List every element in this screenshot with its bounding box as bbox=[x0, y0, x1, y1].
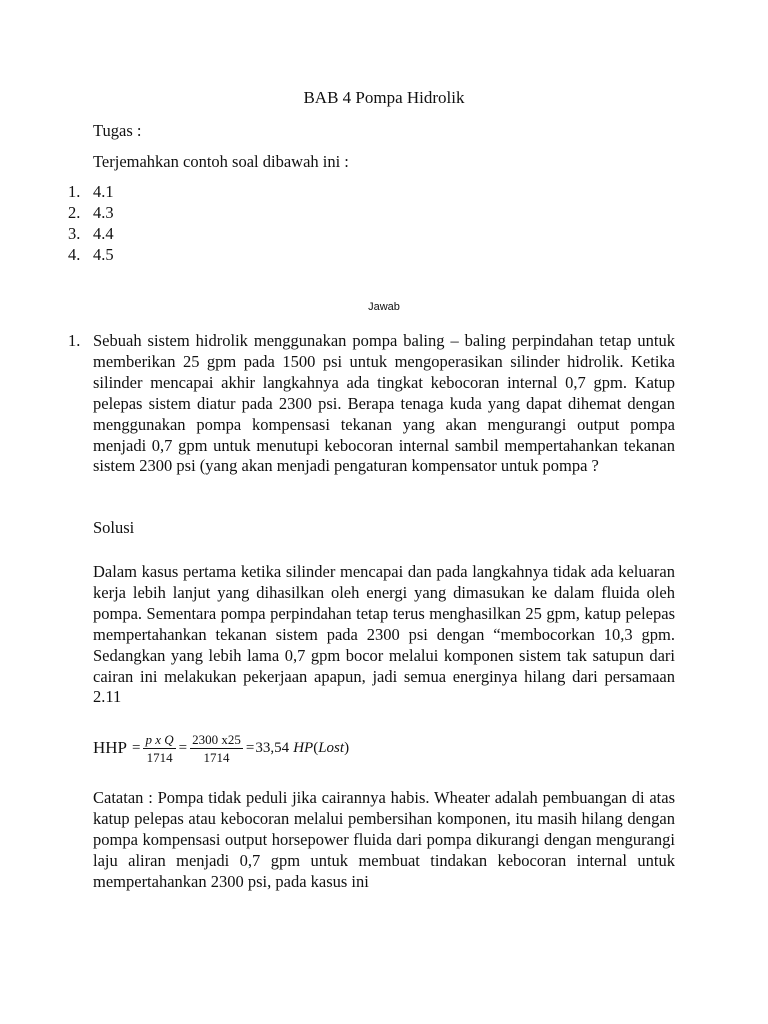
formula-result: 33,54 bbox=[255, 739, 290, 756]
list-item-number: 3. bbox=[68, 224, 81, 243]
solution-paragraph: Dalam kasus pertama ketika silinder mencapai dan pada langkahnya tidak ada keluaran kerja lebih lanjut yang dihasilkan oleh energi yang dimasukan ke dalam fluida oleh pompa. Sementara pompa perpindahan tetap terus menghasilkan 25 gpm, katup pelepas mempertahankan tekanan sistem pada 2300 psi dengan “membocorkan 10,3 gpm. Sedangkan yang lebih lama 0,7 gpm bocor melalui komponen sistem tak satupun dari cairan ini melakukan pekerjaan apapun, jadi semua energinya hilang dari persamaan 2.11 bbox=[93, 562, 675, 707]
fraction-numerator: 2300 x25 bbox=[192, 731, 241, 747]
formula-paren-close: ) bbox=[344, 739, 350, 756]
list-item-number: 2. bbox=[68, 203, 81, 222]
formula-unit-qualifier: Lost bbox=[318, 739, 345, 756]
list-item bbox=[68, 244, 114, 265]
formula-paren-open: ( bbox=[313, 739, 319, 756]
task-list bbox=[68, 181, 114, 265]
formula-unit: HP bbox=[293, 739, 314, 756]
solution-heading: Solusi bbox=[93, 518, 135, 537]
formula-lhs: HHP bbox=[93, 738, 128, 757]
fraction-denominator: 1714 bbox=[146, 749, 173, 765]
fraction-numerator: p x Q bbox=[145, 731, 174, 747]
tugas-label: Tugas : bbox=[93, 121, 142, 140]
formula-fraction bbox=[143, 732, 175, 765]
formula-equals: = bbox=[178, 739, 188, 756]
instruction-text: Terjemahkan contoh soal dibawah ini : bbox=[93, 152, 349, 171]
list-item bbox=[68, 202, 114, 223]
formula-equals: = bbox=[132, 739, 141, 756]
answer-heading: Jawab bbox=[368, 301, 400, 313]
list-item bbox=[68, 181, 114, 202]
note-paragraph: Catatan : Pompa tidak peduli jika cairannya habis. Wheater adalah pembuangan di atas katup pelepas atau kebocoran melalui pembersihan komponen, itu masih hilang dengan pompa kompensasi output horsepower fluida dari pompa dikurangi dengan mengurangi laju aliran menjadi 0,7 gpm untuk membuat tindakan kebocoran internal untuk mempertahankan 2300 psi, pada kasus ini bbox=[93, 788, 675, 891]
document-title: BAB 4 Pompa Hidrolik bbox=[303, 88, 465, 107]
list-item-value: 4.5 bbox=[93, 245, 114, 264]
question-text: Sebuah sistem hidrolik menggunakan pompa baling – baling perpindahan tetap untuk memberikan 25 gpm pada 1500 psi untuk mengoperasikan silinder hidrolik. Ketika silinder mencapai akhir langkahnya ada tingkat kebocoran internal 0,7 gpm. Katup pelepas sistem diatur pada 2300 psi. Berapa tenaga kuda yang dapat dihemat dengan menggunakan pompa kompensasi tekanan yang akan mengurangi output pompa menjadi 0,7 gpm untuk menutupi kebocoran internal sambil mempertahankan tekanan sistem 2300 psi (yang akan menjadi pengaturan kompensator untuk pompa ? bbox=[93, 331, 675, 476]
list-item bbox=[68, 223, 114, 244]
formula-fraction bbox=[190, 732, 243, 765]
list-item-value: 4.4 bbox=[93, 224, 114, 243]
question-number: 1. bbox=[68, 331, 81, 350]
list-item-number: 4. bbox=[68, 245, 81, 264]
list-item-value: 4.3 bbox=[93, 203, 114, 222]
list-item-value: 4.1 bbox=[93, 182, 114, 201]
hhp-formula bbox=[93, 728, 349, 768]
formula-equals: = bbox=[245, 739, 255, 756]
list-item-number: 1. bbox=[68, 182, 81, 201]
fraction-denominator: 1714 bbox=[203, 749, 230, 765]
